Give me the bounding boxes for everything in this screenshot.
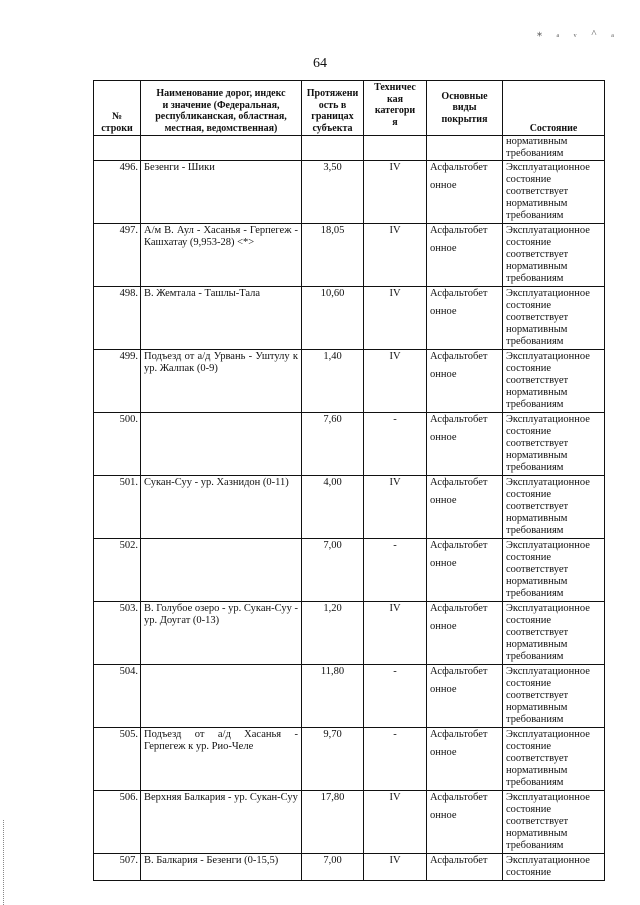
table-row [94,728,605,791]
header-cover: Основные виды покрытия [427,81,503,136]
table-row [94,287,605,350]
table-row [94,602,605,665]
road-name: Подъезд от а/д Урвань - Уштулу к ур. Жалпак (0-9) [141,350,302,413]
road-name: В. Голубое озеро - ур. Сукан-Суу - ур. Доугат (0-13) [141,602,302,665]
row-number: 497. [94,224,141,287]
road-length: 7,00 [302,854,364,881]
road-category: - [364,728,427,791]
table-row [94,350,605,413]
road-state: Эксплуатационное состояние соответствует нормативным требованиям [503,224,605,287]
road-length: 1,40 [302,350,364,413]
header-length: Протяжени ость в границах субъекта [302,81,364,136]
road-length: 9,70 [302,728,364,791]
road-cover: Асфальтобет онное [427,539,503,602]
roads-table [93,80,605,881]
road-state: Эксплуатационное состояние соответствует нормативным требованиям [503,728,605,791]
header-state: Состояние [503,81,605,136]
road-length: 4,00 [302,476,364,539]
road-name: В. Балкария - Безенги (0-15,5) [141,854,302,881]
row-number: 500. [94,413,141,476]
road-length: 1,20 [302,602,364,665]
road-category: IV [364,791,427,854]
road-cover: Асфальтобет онное [427,476,503,539]
road-state: Эксплуатационное состояние соответствует нормативным требованиям [503,665,605,728]
road-name: А/м В. Аул - Хасанья - Герпегеж - Кашхатау (9,953-28) <*> [141,224,302,287]
road-category: IV [364,476,427,539]
road-name: Сукан-Суу - ур. Хазнидон (0-11) [141,476,302,539]
table-row [94,665,605,728]
page-number: 64 [313,56,327,71]
road-category: IV [364,161,427,224]
table-row [94,791,605,854]
row-number: 507. [94,854,141,881]
road-state: Эксплуатационное состояние соответствует нормативным требованиям [503,791,605,854]
table-row [94,539,605,602]
road-state: Эксплуатационное состояние соответствует нормативным требованиям [503,287,605,350]
road-length: 10,60 [302,287,364,350]
road-category: - [364,413,427,476]
margin-dotted-line [3,820,6,905]
road-state: Эксплуатационное состояние соответствует нормативным требованиям [503,350,605,413]
road-cover: Асфальтобет онное [427,287,503,350]
road-state: Эксплуатационное состояние [503,854,605,881]
row-number: 496. [94,161,141,224]
road-cover: Асфальтобет онное [427,161,503,224]
row-number: 505. [94,728,141,791]
road-name [141,539,302,602]
road-length: 7,60 [302,413,364,476]
row-number: 504. [94,665,141,728]
table-row [94,476,605,539]
road-cover: Асфальтобет онное [427,728,503,791]
row-number: 502. [94,539,141,602]
road-name [141,413,302,476]
road-name: Верхняя Балкария - ур. Сукан-Суу [141,791,302,854]
road-name: Безенги - Шики [141,161,302,224]
road-cover: Асфальтобет онное [427,413,503,476]
road-length: 18,05 [302,224,364,287]
header-name: Наименование дорог, индекс и значение (Федеральная, республиканская, областная, местная, ведомственная) [141,81,302,136]
table-row [94,413,605,476]
road-category: IV [364,854,427,881]
road-length: 3,50 [302,161,364,224]
road-cover: Асфальтобет онное [427,224,503,287]
road-length: 7,00 [302,539,364,602]
road-cover: Асфальтобет [427,854,503,881]
margin-marks: ⁎ ₐ ᵥ ˄ ₐ [536,28,620,39]
row-number: 506. [94,791,141,854]
road-state: Эксплуатационное состояние соответствует нормативным требованиям [503,476,605,539]
road-length: 17,80 [302,791,364,854]
table-row [94,224,605,287]
road-name: Подъезд от а/д Хасанья - Герпегеж к ур. Рио-Челе [141,728,302,791]
table-row [94,161,605,224]
row-number: 501. [94,476,141,539]
road-length: 11,80 [302,665,364,728]
road-state: Эксплуатационное состояние соответствует нормативным требованиям [503,161,605,224]
continuation-row [94,136,605,161]
road-name: В. Жемтала - Ташлы-Тала [141,287,302,350]
row-number: 503. [94,602,141,665]
road-state: Эксплуатационное состояние соответствует нормативным требованиям [503,539,605,602]
road-category: IV [364,224,427,287]
road-cover: Асфальтобет онное [427,350,503,413]
road-category: IV [364,350,427,413]
row-number: 499. [94,350,141,413]
road-category: IV [364,602,427,665]
header-category: Техничес кая категори я [364,81,427,136]
road-category: - [364,665,427,728]
road-state: Эксплуатационное состояние соответствует нормативным требованиям [503,413,605,476]
header-row [94,81,605,136]
road-state: Эксплуатационное состояние соответствует нормативным требованиям [503,602,605,665]
continuation-text: нормативным требованиям [503,136,605,161]
road-cover: Асфальтобет онное [427,791,503,854]
row-number: 498. [94,287,141,350]
road-cover: Асфальтобет онное [427,665,503,728]
table-row [94,854,605,881]
road-category: IV [364,287,427,350]
road-category: - [364,539,427,602]
road-cover: Асфальтобет онное [427,602,503,665]
road-name [141,665,302,728]
header-num: № строки [94,81,141,136]
